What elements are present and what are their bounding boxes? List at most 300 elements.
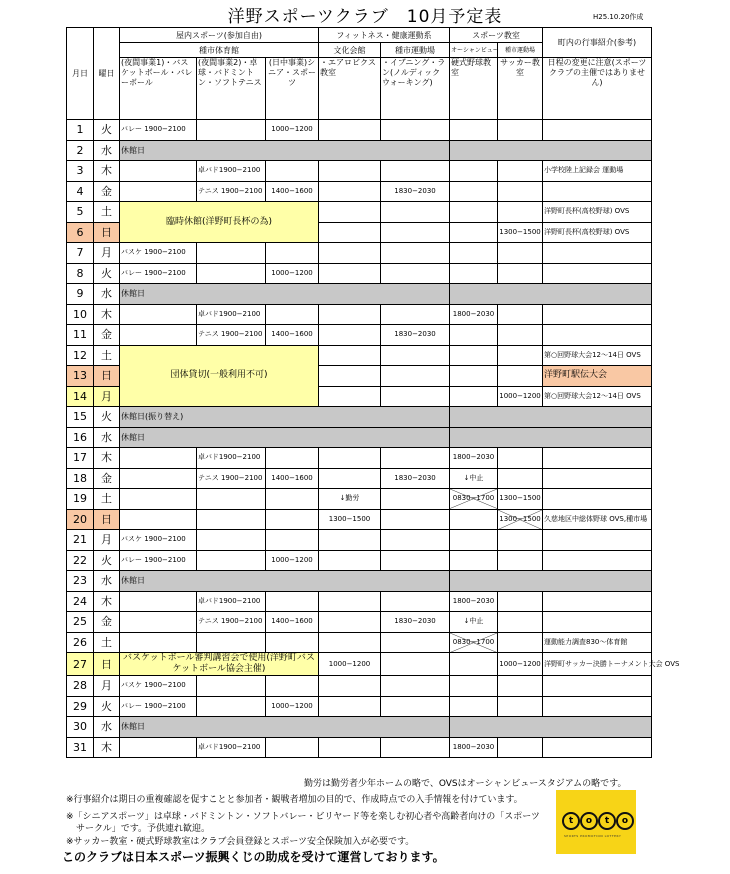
table-row [67, 696, 652, 717]
soccer-cell [498, 550, 543, 571]
date-cell: 29 [67, 696, 94, 717]
weekday-cell: 月 [94, 243, 120, 264]
event-cell: 第○回野球大会12～14日 OVS [543, 386, 652, 407]
baseball-cell [450, 222, 498, 243]
night2-cell: 卓バド1900−2100 [197, 161, 266, 182]
weekday-cell: 金 [94, 181, 120, 202]
day-cell [266, 591, 319, 612]
event-cell [543, 737, 652, 758]
day-cell [266, 530, 319, 551]
cancelled-time: 0830−1700 [452, 637, 495, 646]
night1-cell [120, 489, 197, 510]
aerobics-cell [319, 263, 381, 284]
night1-cell: バレー 1900−2100 [120, 263, 197, 284]
indoor-venue: 種市体育館 [120, 43, 319, 58]
aerobics-cell [319, 345, 381, 366]
night1-cell [120, 161, 197, 182]
table-row [67, 407, 652, 428]
weekday-cell: 金 [94, 612, 120, 633]
aerobics-cell [319, 448, 381, 469]
event-cell: 洋野町長杯(高校野球) OVS [543, 222, 652, 243]
soccer-cell [498, 509, 543, 530]
baseball-cell: ↓中止 [450, 612, 498, 633]
table-row [67, 468, 652, 489]
soccer-cell: 1000−1200 [498, 653, 543, 676]
table-row [67, 140, 652, 161]
table-row [67, 489, 652, 510]
weekday-cell: 火 [94, 120, 120, 141]
soccer-cell [498, 161, 543, 182]
aerobics-cell [319, 120, 381, 141]
aerobics-cell [319, 386, 381, 407]
event-cell: 洋野町長杯(高校野球) OVS [543, 202, 652, 223]
page-title: 洋野スポーツクラブ 10月予定表 [227, 7, 503, 27]
table-row [67, 325, 652, 346]
aerobics-cell [319, 696, 381, 717]
baseball-cell [450, 386, 498, 407]
evening-run-cell [381, 243, 450, 264]
night2-cell: 卓バド1900−2100 [197, 737, 266, 758]
date-cell: 3 [67, 161, 94, 182]
aerobics-cell [319, 591, 381, 612]
night2-cell: テニス 1900−2100 [197, 468, 266, 489]
date-cell: 27 [67, 653, 94, 676]
aerobics-cell [319, 222, 381, 243]
event-cell [543, 468, 652, 489]
table-row [67, 120, 652, 141]
event-cell: 久慈地区中総体野球 OVS,種市場 [543, 509, 652, 530]
evening-run-cell [381, 591, 450, 612]
event-cell [543, 120, 652, 141]
date-cell: 26 [67, 632, 94, 653]
fitness-header: フィットネス・健康運動系 [319, 28, 450, 43]
col-night2-header: (夜間事業2)・卓球・バドミントン・ソフトテニス [197, 58, 266, 120]
table-row [67, 202, 652, 223]
cancelled-time: 0830−1700 [452, 494, 495, 503]
day-cell [266, 676, 319, 697]
school-venue-b: 種市運動場 [498, 43, 543, 58]
aerobics-cell: ↓勤労 [319, 489, 381, 510]
col-events-header: 日程の変更に注意(スポーツクラブの主催ではありません) [543, 58, 652, 120]
table-row [67, 550, 652, 571]
soccer-cell [498, 120, 543, 141]
date-cell: 14 [67, 386, 94, 407]
soccer-cell [498, 181, 543, 202]
evening-run-cell [381, 530, 450, 551]
baseball-cell [450, 345, 498, 366]
evening-run-cell [381, 202, 450, 223]
aerobics-cell [319, 676, 381, 697]
soccer-cell: 1300−1500 [498, 222, 543, 243]
aerobics-cell [319, 243, 381, 264]
created-date: H25.10.20作成 [593, 13, 644, 21]
night2-cell: 卓バド1900−2100 [197, 448, 266, 469]
date-cell: 24 [67, 591, 94, 612]
date-cell: 11 [67, 325, 94, 346]
date-cell: 25 [67, 612, 94, 633]
evening-run-cell [381, 345, 450, 366]
event-cell [543, 243, 652, 264]
indoor-notice-cell: 団体貸切(一般利用不可) [120, 345, 319, 407]
soccer-cell [498, 676, 543, 697]
abbrev-note: 勤労は勤労者少年ホームの略で、OVSはオーシャンビュースタジアムの略です。 [304, 779, 627, 789]
baseball-cell [450, 489, 498, 510]
night1-cell: バスケ 1900−2100 [120, 243, 197, 264]
aerobics-cell [319, 202, 381, 223]
weekday-cell: 水 [94, 284, 120, 305]
aerobics-cell [319, 181, 381, 202]
closed-fill [450, 571, 652, 592]
baseball-cell: 1800−2030 [450, 591, 498, 612]
baseball-cell [450, 676, 498, 697]
date-cell: 6 [67, 222, 94, 243]
footer-text: このクラブは日本スポーツ振興くじの助成を受けて運営しております。 [62, 850, 445, 864]
evening-run-cell [381, 263, 450, 284]
event-cell [543, 448, 652, 469]
evening-run-cell [381, 509, 450, 530]
schedule-table [66, 27, 680, 758]
closed-cell: 休館日 [120, 717, 450, 738]
evening-run-cell [381, 550, 450, 571]
soccer-cell [498, 737, 543, 758]
day-cell [266, 304, 319, 325]
weekday-cell: 木 [94, 161, 120, 182]
event-cell [543, 676, 652, 697]
night2-cell [197, 696, 266, 717]
closed-fill [450, 427, 652, 448]
date-cell: 4 [67, 181, 94, 202]
night2-cell: テニス 1900−2100 [197, 325, 266, 346]
weekday-cell: 月 [94, 530, 120, 551]
event-cell [543, 181, 652, 202]
fitness-venue-b: 種市運動場 [381, 43, 450, 58]
night1-cell: バレー 1900−2100 [120, 550, 197, 571]
date-cell: 20 [67, 509, 94, 530]
table-row [67, 653, 652, 676]
closed-fill [450, 140, 652, 161]
day-cell [266, 161, 319, 182]
event-cell: 洋野町駅伝大会 [543, 366, 652, 387]
table-row [67, 345, 652, 366]
night1-cell [120, 468, 197, 489]
soccer-cell [498, 325, 543, 346]
date-cell: 23 [67, 571, 94, 592]
baseball-cell [450, 161, 498, 182]
table-row [67, 284, 652, 305]
soccer-cell: 1300−1500 [498, 489, 543, 510]
night1-cell [120, 632, 197, 653]
col-soccer-header: サッカー教室 [498, 58, 543, 120]
day-cell [266, 448, 319, 469]
col-evening-header: ・イブニング・ラン(ノルディックウォーキング) [381, 58, 450, 120]
evening-run-cell [381, 676, 450, 697]
date-cell: 13 [67, 366, 94, 387]
evening-run-cell [381, 222, 450, 243]
soccer-cell [498, 366, 543, 387]
date-cell: 21 [67, 530, 94, 551]
date-cell: 30 [67, 717, 94, 738]
logo-letter: o [616, 812, 634, 830]
weekday-cell: 日 [94, 366, 120, 387]
date-cell: 10 [67, 304, 94, 325]
night2-cell [197, 489, 266, 510]
date-cell: 16 [67, 427, 94, 448]
event-cell: 洋野町サッカー決勝トーナメント大会 OVS [543, 653, 652, 676]
weekday-cell: 金 [94, 468, 120, 489]
soccer-cell [498, 530, 543, 551]
baseball-cell [450, 509, 498, 530]
weekday-cell: 水 [94, 717, 120, 738]
baseball-cell [450, 120, 498, 141]
weekday-cell: 月 [94, 386, 120, 407]
soccer-cell [498, 591, 543, 612]
night1-cell [120, 181, 197, 202]
table-row [67, 737, 652, 758]
night2-cell: 卓バド1900−2100 [197, 304, 266, 325]
weekday-cell: 日 [94, 653, 120, 676]
table-row [67, 632, 652, 653]
weekday-cell: 木 [94, 737, 120, 758]
night2-cell [197, 530, 266, 551]
night2-cell: 卓バド1900−2100 [197, 591, 266, 612]
baseball-cell [450, 653, 498, 676]
weekday-cell: 水 [94, 140, 120, 161]
evening-run-cell [381, 653, 450, 676]
evening-run-cell [381, 304, 450, 325]
date-cell: 17 [67, 448, 94, 469]
soccer-cell [498, 612, 543, 633]
logo-subtext: SPORTS PROMOTION LOTTERY [564, 834, 622, 838]
night1-cell [120, 591, 197, 612]
aerobics-cell [319, 612, 381, 633]
weekday-cell: 水 [94, 427, 120, 448]
aerobics-cell: 1000−1200 [319, 653, 381, 676]
day-cell [266, 737, 319, 758]
col-aerobics-header: ・エアロビクス教室 [319, 58, 381, 120]
baseball-cell [450, 530, 498, 551]
day-cell [266, 243, 319, 264]
night1-cell [120, 737, 197, 758]
aerobics-cell [319, 366, 381, 387]
weekday-cell: 木 [94, 448, 120, 469]
closed-fill [450, 407, 652, 428]
event-cell [543, 489, 652, 510]
indoor-header: 屋内スポーツ(参加自由) [120, 28, 319, 43]
night2-cell [197, 632, 266, 653]
day-cell: 1000−1200 [266, 696, 319, 717]
night2-cell [197, 509, 266, 530]
baseball-cell: 1800−2030 [450, 737, 498, 758]
day-cell: 1400−1600 [266, 612, 319, 633]
weekday-header: 曜日 [94, 28, 120, 120]
aerobics-cell [319, 737, 381, 758]
soccer-cell [498, 202, 543, 223]
table-row [67, 676, 652, 697]
baseball-cell [450, 181, 498, 202]
toto-logo [556, 790, 636, 854]
baseball-cell: ↓中止 [450, 468, 498, 489]
weekday-cell: 木 [94, 591, 120, 612]
event-cell [543, 696, 652, 717]
closed-cell: 休館日 [120, 140, 450, 161]
weekday-cell: 日 [94, 222, 120, 243]
date-cell: 31 [67, 737, 94, 758]
day-cell [266, 509, 319, 530]
event-cell [543, 325, 652, 346]
soccer-cell [498, 304, 543, 325]
night1-cell: バレー 1900−2100 [120, 120, 197, 141]
table-row [67, 571, 652, 592]
closed-fill [450, 284, 652, 305]
weekday-cell: 火 [94, 696, 120, 717]
aerobics-cell [319, 325, 381, 346]
event-cell: 小学校陸上記録会 運動場 [543, 161, 652, 182]
day-cell: 1400−1600 [266, 325, 319, 346]
note-senior-b: サークル」です。予供連れ歓迎。 [76, 824, 211, 834]
weekday-cell: 土 [94, 345, 120, 366]
events-header: 町内の行事紹介(参考) [543, 28, 652, 58]
closed-cell: 休館日 [120, 571, 450, 592]
baseball-cell [450, 696, 498, 717]
col-night1-header: (夜間事業1)・バスケットボール・バレーボール [120, 58, 197, 120]
fitness-venue-a: 文化会館 [319, 43, 381, 58]
baseball-cell [450, 202, 498, 223]
date-cell: 2 [67, 140, 94, 161]
day-cell [266, 632, 319, 653]
aerobics-cell [319, 468, 381, 489]
baseball-cell: 1800−2030 [450, 304, 498, 325]
baseball-cell [450, 325, 498, 346]
date-cell: 19 [67, 489, 94, 510]
note-school: ※サッカー教室・硬式野球教室はクラブ会員登録とスポーツ安全保険加入が必要です。 [66, 837, 415, 847]
indoor-notice-cell: バスケットボール審判講習会で使用(洋野町バスケットボール協会主催) [120, 653, 319, 676]
logo-letter: o [580, 812, 598, 830]
soccer-cell [498, 263, 543, 284]
day-cell: 1400−1600 [266, 468, 319, 489]
event-cell [543, 591, 652, 612]
aerobics-cell: 1300−1500 [319, 509, 381, 530]
school-venue-a: オーシャンビュー [450, 43, 498, 58]
date-cell: 28 [67, 676, 94, 697]
night1-cell: バレー 1900−2100 [120, 696, 197, 717]
event-cell: 運動能力調査830～体育館 [543, 632, 652, 653]
evening-run-cell: 1830−2030 [381, 325, 450, 346]
date-cell: 18 [67, 468, 94, 489]
date-cell: 22 [67, 550, 94, 571]
evening-run-cell [381, 161, 450, 182]
day-header: 月日 [67, 28, 94, 120]
night2-cell: テニス 1900−2100 [197, 181, 266, 202]
closed-cell: 休館日(振り替え) [120, 407, 450, 428]
evening-run-cell [381, 696, 450, 717]
event-cell [543, 550, 652, 571]
table-row [67, 530, 652, 551]
day-cell: 1000−1200 [266, 263, 319, 284]
soccer-cell [498, 345, 543, 366]
weekday-cell: 火 [94, 263, 120, 284]
table-row [67, 161, 652, 182]
evening-run-cell [381, 366, 450, 387]
weekday-cell: 土 [94, 202, 120, 223]
weekday-cell: 火 [94, 407, 120, 428]
day-cell [266, 489, 319, 510]
night1-cell [120, 612, 197, 633]
event-cell [543, 530, 652, 551]
night2-cell [197, 120, 266, 141]
weekday-cell: 木 [94, 304, 120, 325]
sports-school-header: スポーツ教室 [450, 28, 543, 43]
night1-cell [120, 509, 197, 530]
weekday-cell: 火 [94, 550, 120, 571]
baseball-cell [450, 263, 498, 284]
weekday-cell: 土 [94, 632, 120, 653]
logo-letter: t [562, 812, 580, 830]
night1-cell [120, 448, 197, 469]
date-cell: 1 [67, 120, 94, 141]
evening-run-cell: 1830−2030 [381, 612, 450, 633]
soccer-cell [498, 468, 543, 489]
night2-cell: テニス 1900−2100 [197, 612, 266, 633]
baseball-cell: 1800−2030 [450, 448, 498, 469]
cancelled-time: 1300−1500 [499, 514, 541, 523]
table-row [67, 448, 652, 469]
col-day-header: (日中事業)シニア・スポーツ [266, 58, 319, 120]
soccer-cell [498, 243, 543, 264]
note-senior-a: ※「シニアスポーツ」は卓球・バドミントン・ソフトバレー・ビリヤード等を楽しむ初心者や高齢者向けの「スポーツ [66, 812, 540, 822]
closed-cell: 休館日 [120, 284, 450, 305]
night1-cell [120, 325, 197, 346]
event-cell [543, 304, 652, 325]
soccer-cell [498, 696, 543, 717]
table-row [67, 612, 652, 633]
evening-run-cell [381, 386, 450, 407]
date-cell: 9 [67, 284, 94, 305]
date-cell: 15 [67, 407, 94, 428]
aerobics-cell [319, 632, 381, 653]
night1-cell: バスケ 1900−2100 [120, 676, 197, 697]
weekday-cell: 土 [94, 489, 120, 510]
weekday-cell: 日 [94, 509, 120, 530]
event-cell: 第○回野球大会12～14日 OVS [543, 345, 652, 366]
note-events: ※行事紹介は期日の重複確認を促すことと参加者・観戦者増加の目的で、作成時点での入手情報を付けています。 [66, 795, 523, 805]
aerobics-cell [319, 304, 381, 325]
night1-cell [120, 304, 197, 325]
table-row [67, 717, 652, 738]
weekday-cell: 金 [94, 325, 120, 346]
date-cell: 8 [67, 263, 94, 284]
table-row [67, 263, 652, 284]
day-cell: 1000−1200 [266, 120, 319, 141]
night2-cell [197, 550, 266, 571]
day-cell: 1400−1600 [266, 181, 319, 202]
date-cell: 7 [67, 243, 94, 264]
event-cell [543, 612, 652, 633]
aerobics-cell [319, 530, 381, 551]
baseball-cell [450, 366, 498, 387]
table-row [67, 243, 652, 264]
date-cell: 5 [67, 202, 94, 223]
closed-fill [450, 717, 652, 738]
night2-cell [197, 243, 266, 264]
col-baseball-header: 硬式野球教室 [450, 58, 498, 120]
baseball-cell [450, 632, 498, 653]
table-row [67, 591, 652, 612]
weekday-cell: 月 [94, 676, 120, 697]
night2-cell [197, 676, 266, 697]
day-cell: 1000−1200 [266, 550, 319, 571]
evening-run-cell [381, 120, 450, 141]
baseball-cell [450, 550, 498, 571]
